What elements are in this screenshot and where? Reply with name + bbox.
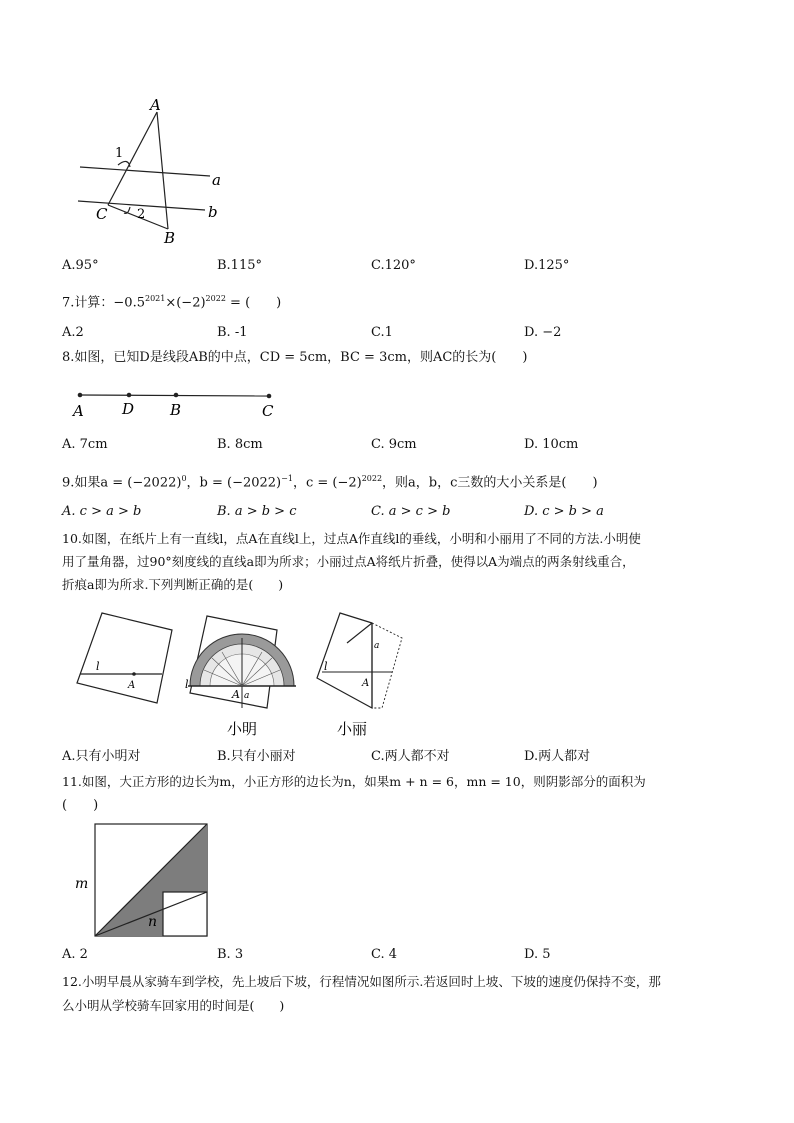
point-A [78, 393, 83, 398]
label-a: a [212, 171, 221, 189]
label-A: A [150, 96, 161, 114]
q11-stem-line1: 11.如图，大正方形的边长为m，小正方形的边长为n，如果m + n = 6，mn = 10，则阴影部分的面积为 [62, 774, 646, 789]
q9-option-c[interactable]: C. a > c > b [371, 504, 451, 519]
q7-option-d[interactable]: D. −2 [524, 325, 562, 340]
q10-label-a-3: a [374, 641, 380, 651]
q11-option-a[interactable]: A. 2 [62, 947, 88, 962]
q10-option-d[interactable]: D.两人都对 [524, 749, 591, 764]
label-C: C [262, 402, 274, 420]
q9-option-a[interactable]: A. c > a > b [62, 504, 142, 519]
q8-stem: 8.如图，已知D是线段AB的中点，CD = 5cm，BC = 3cm，则AC的长为( ) [62, 350, 528, 365]
q10-caption-xiaoming: 小明 [227, 720, 258, 738]
q10-label-l-3: l [324, 660, 328, 673]
q10-figure [72, 608, 412, 738]
q10-panel-2 [188, 616, 296, 708]
q10-option-c[interactable]: C.两人都不对 [371, 749, 450, 764]
q8-figure [70, 385, 285, 423]
q7-stem: 7.计算：$-0.5^{2021}\times(-2)^{2022}$ = ( ) [62, 294, 282, 311]
q6-option-a[interactable]: A.95° [62, 258, 99, 273]
q9-stem: 9.如果$a = (-2022)^0$，$b = (-2022)^{-1}$，$c = (-2)^{2022}$，则a，b，c三数的大小关系是( ) [62, 474, 598, 491]
q10-label-l-2: l [185, 678, 189, 691]
q12-stem-line2: 么小明从学校骑车回家用的时间是( ) [62, 998, 285, 1013]
q8-option-d[interactable]: D. 10cm [524, 437, 579, 452]
angle-2-arc [124, 207, 130, 213]
q11-option-c[interactable]: C. 4 [371, 947, 398, 962]
q10-label-a-2: a [244, 691, 250, 701]
q11-label-n: n [148, 914, 158, 930]
q11-option-d[interactable]: D. 5 [524, 947, 551, 962]
line-a [80, 167, 210, 176]
q11-option-b[interactable]: B. 3 [217, 947, 244, 962]
label-D: D [122, 400, 135, 418]
point-C [267, 394, 272, 399]
q10-stem-line2: 用了量角器，过90°刻度线的直线a即为所求；小丽过点A将纸片折叠，使得以A为端点的两条射线重合， [62, 554, 635, 569]
label-1: 1 [115, 146, 124, 161]
segment-AB [157, 112, 168, 229]
q10-label-l-1: l [96, 660, 100, 673]
q6-option-b[interactable]: B.115° [217, 258, 262, 273]
q10-point-A-1 [132, 672, 136, 676]
q10-option-a[interactable]: A.只有小明对 [62, 749, 141, 764]
q7-option-b[interactable]: B. -1 [217, 325, 248, 340]
point-D [127, 393, 132, 398]
q6-option-d[interactable]: D.125° [524, 258, 570, 273]
q11-label-m: m [75, 876, 89, 892]
label-B: B [170, 401, 182, 419]
q10-caption-xiaoli: 小丽 [337, 720, 368, 738]
q10-label-A-1: A [128, 680, 136, 691]
q10-stem-line3: 折痕a即为所求.下列判断正确的是( ) [62, 577, 284, 592]
q12-stem-line1: 12.小明早晨从家骑车到学校，先上坡后下坡，行程情况如图所示.若返回时上坡、下坡的速度仍保持不变，那 [62, 974, 661, 989]
q11-figure [70, 820, 215, 940]
label-A: A [73, 402, 84, 420]
q9-option-b[interactable]: B. a > b > c [217, 504, 297, 519]
point-B [174, 393, 179, 398]
label-b: b [208, 203, 218, 221]
q10-stem-line1: 10.如图，在纸片上有一直线l，点A在直线l上，过点A作直线l的垂线，小明和小丽用了不同的方法.小明使 [62, 531, 641, 546]
label-B: B [164, 229, 176, 247]
q8-option-b[interactable]: B. 8cm [217, 437, 263, 452]
small-square [163, 892, 207, 936]
q10-panel-3 [317, 613, 402, 708]
q7-option-a[interactable]: A.2 [62, 325, 84, 340]
label-C: C [96, 205, 108, 223]
q8-option-c[interactable]: C. 9cm [371, 437, 417, 452]
q7-option-c[interactable]: C.1 [371, 325, 393, 340]
q10-label-A-2: A [232, 688, 240, 701]
q6-option-c[interactable]: C.120° [371, 258, 416, 273]
q11-stem-line2: ( ) [62, 798, 99, 813]
label-2: 2 [137, 207, 146, 222]
q10-panel-1 [77, 613, 172, 703]
q6-figure [70, 95, 240, 250]
q9-option-d[interactable]: D. c > b > a [524, 504, 604, 519]
q8-option-a[interactable]: A. 7cm [62, 437, 108, 452]
q10-label-A-3: A [362, 678, 370, 689]
q10-option-b[interactable]: B.只有小丽对 [217, 749, 296, 764]
